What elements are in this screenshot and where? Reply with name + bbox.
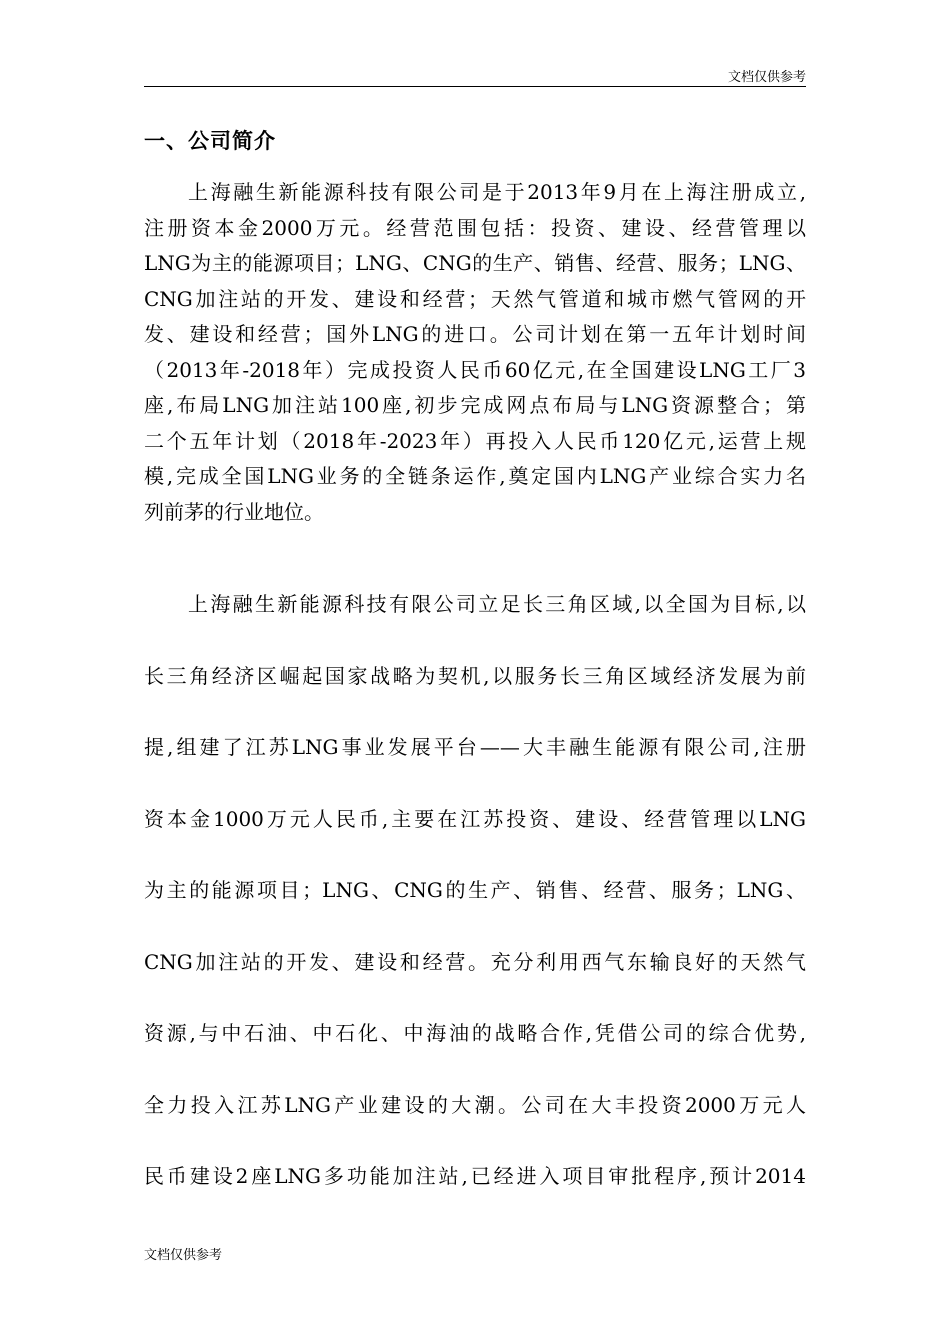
paragraph-line: CNG加注站的开发、建设和经营。充分利用西气东输良好的天然气 — [144, 949, 806, 974]
page-footer: 文档仅供参考 — [144, 1248, 223, 1263]
paragraph-jiangsu-platform — [144, 569, 806, 1213]
paragraph-company-intro — [144, 175, 806, 530]
page-header: 文档仅供参考 — [727, 70, 806, 85]
paragraph-line: CNG加注站的开发、建设和经营；天然气管道和城市燃气管网的开 — [144, 286, 806, 311]
paragraph-line: 为主的能源项目；LNG、CNG的生产、销售、经营、服务；LNG、 — [144, 878, 806, 902]
header-divider — [144, 86, 806, 87]
section-heading: 一、公司简介 — [144, 129, 276, 153]
paragraph-line: LNG为主的能源项目；LNG、CNG的生产、销售、经营、服务；LNG、 — [144, 251, 806, 275]
paragraph-line: 二个五年计划（2018年-2023年）再投入人民币120亿元,运营上规 — [144, 428, 806, 453]
paragraph-line: 资本金1000万元人民币,主要在江苏投资、建设、经营管理以LNG — [144, 806, 806, 831]
paragraph-line: 提,组建了江苏LNG事业发展平台——大丰融生能源有限公司,注册 — [144, 735, 806, 759]
paragraph-line: 模,完成全国LNG业务的全链条运作,奠定国内LNG产业综合实力名 — [144, 464, 806, 488]
paragraph-line: （2013年-2018年）完成投资人民币60亿元,在全国建设LNG工厂3 — [144, 357, 806, 382]
paragraph-line: 上海融生新能源科技有限公司是于2013年9月在上海注册成立, — [188, 180, 806, 204]
paragraph-line: 长三角经济区崛起国家战略为契机,以服务长三角区域经济发展为前 — [144, 663, 806, 688]
paragraph-line: 资源,与中石油、中石化、中海油的战略合作,凭借公司的综合优势, — [144, 1021, 806, 1045]
paragraph-line: 注册资本金2000万元。经营范围包括：投资、建设、经营管理以 — [144, 215, 806, 240]
paragraph-line: 发、建设和经营；国外LNG的进口。公司计划在第一五年计划时间 — [144, 322, 806, 346]
paragraph-line: 全力投入江苏LNG产业建设的大潮。公司在大丰投资2000万元人 — [144, 1092, 806, 1117]
paragraph-line: 座,布局LNG加注站100座,初步完成网点布局与LNG资源整合；第 — [144, 393, 806, 417]
paragraph-line: 上海融生新能源科技有限公司立足长三角区域,以全国为目标,以 — [188, 592, 806, 616]
paragraph-line: 民币建设2座LNG多功能加注站,已经进入项目审批程序,预计2014 — [144, 1164, 806, 1188]
paragraph-line: 列前茅的行业地位。 — [144, 499, 324, 524]
